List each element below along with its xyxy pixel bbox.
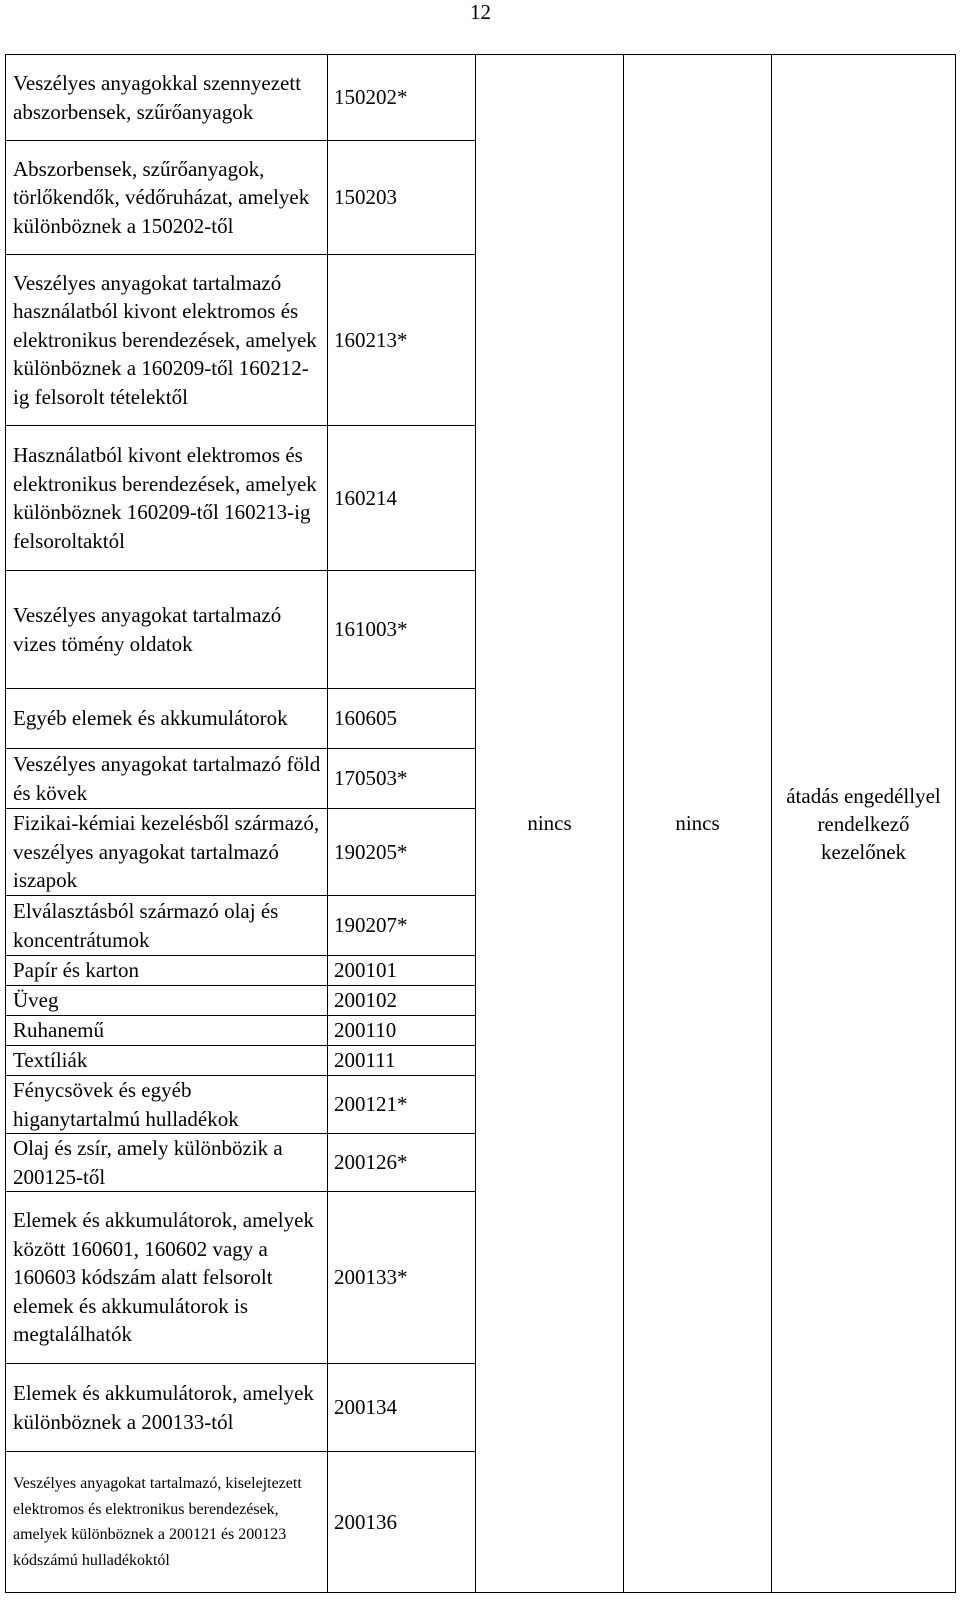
waste-code-cell: 150203 <box>328 141 476 255</box>
waste-code-cell: 160214 <box>328 426 476 571</box>
merged-cell-col3: nincs <box>476 55 624 1593</box>
page-number: 12 <box>470 0 491 24</box>
waste-code-cell: 200101 <box>328 956 476 986</box>
waste-code-cell: 150202* <box>328 55 476 141</box>
waste-name-cell: Használatból kivont elektromos és elektronikus berendezések, amelyek különböznek 160209-től 160213-ig felsoroltaktól <box>6 426 328 571</box>
waste-name-cell: Egyéb elemek és akkumulátorok <box>6 689 328 749</box>
waste-name-cell: Elválasztásból származó olaj és koncentrátumok <box>6 896 328 956</box>
merged-cell-col4: nincs <box>624 55 772 1593</box>
waste-code-cell: 190205* <box>328 809 476 896</box>
waste-name-cell: Veszélyes anyagokat tartalmazó föld és kövek <box>6 749 328 809</box>
waste-code-cell: 200134 <box>328 1364 476 1452</box>
waste-name-cell: Üveg <box>6 986 328 1016</box>
waste-code-cell: 160213* <box>328 255 476 426</box>
waste-name-cell: Veszélyes anyagokkal szennyezett abszorbensek, szűrőanyagok <box>6 55 328 141</box>
waste-code-cell: 190207* <box>328 896 476 956</box>
waste-code-cell: 200111 <box>328 1046 476 1076</box>
waste-table <box>5 54 956 1593</box>
waste-code-cell: 200121* <box>328 1076 476 1134</box>
waste-name-cell: Abszorbensek, szűrőanyagok, törlőkendők, védőruházat, amelyek különböznek a 150202-től <box>6 141 328 255</box>
waste-code-cell: 200136 <box>328 1452 476 1593</box>
waste-code-cell: 200102 <box>328 986 476 1016</box>
waste-name-cell: Textíliák <box>6 1046 328 1076</box>
waste-name-cell: Veszélyes anyagokat tartalmazó vizes tömény oldatok <box>6 571 328 689</box>
table-row <box>6 55 956 141</box>
waste-name-cell: Fizikai-kémiai kezelésből származó, veszélyes anyagokat tartalmazó iszapok <box>6 809 328 896</box>
waste-name-cell: Papír és karton <box>6 956 328 986</box>
waste-name-cell: Veszélyes anyagokat tartalmazó használatból kivont elektromos és elektronikus berendezések, amelyek különböznek a 160209-től 160212-ig felsorolt tételektől <box>6 255 328 426</box>
waste-code-cell: 170503* <box>328 749 476 809</box>
waste-code-cell: 160605 <box>328 689 476 749</box>
waste-code-cell: 200110 <box>328 1016 476 1046</box>
merged-cell-col5: átadás engedéllyel rendelkező kezelőnek <box>772 55 956 1593</box>
waste-name-cell: Elemek és akkumulátorok, amelyek különböznek a 200133-tól <box>6 1364 328 1452</box>
waste-name-cell: Ruhanemű <box>6 1016 328 1046</box>
waste-code-cell: 200126* <box>328 1134 476 1192</box>
waste-name-cell: Fénycsövek és egyéb higanytartalmú hulladékok <box>6 1076 328 1134</box>
waste-name-cell: Elemek és akkumulátorok, amelyek között 160601, 160602 vagy a 160603 kódszám alatt felsorolt elemek és akkumulátorok is megtalálhatók <box>6 1192 328 1364</box>
waste-name-cell: Olaj és zsír, amely különbözik a 200125-től <box>6 1134 328 1192</box>
waste-code-cell: 200133* <box>328 1192 476 1364</box>
waste-code-cell: 161003* <box>328 571 476 689</box>
waste-name-cell: Veszélyes anyagokat tartalmazó, kiselejtezett elektromos és elektronikus berendezések, amelyek különböznek a 200121 és 200123 kódszámú hulladékoktól <box>6 1452 328 1593</box>
